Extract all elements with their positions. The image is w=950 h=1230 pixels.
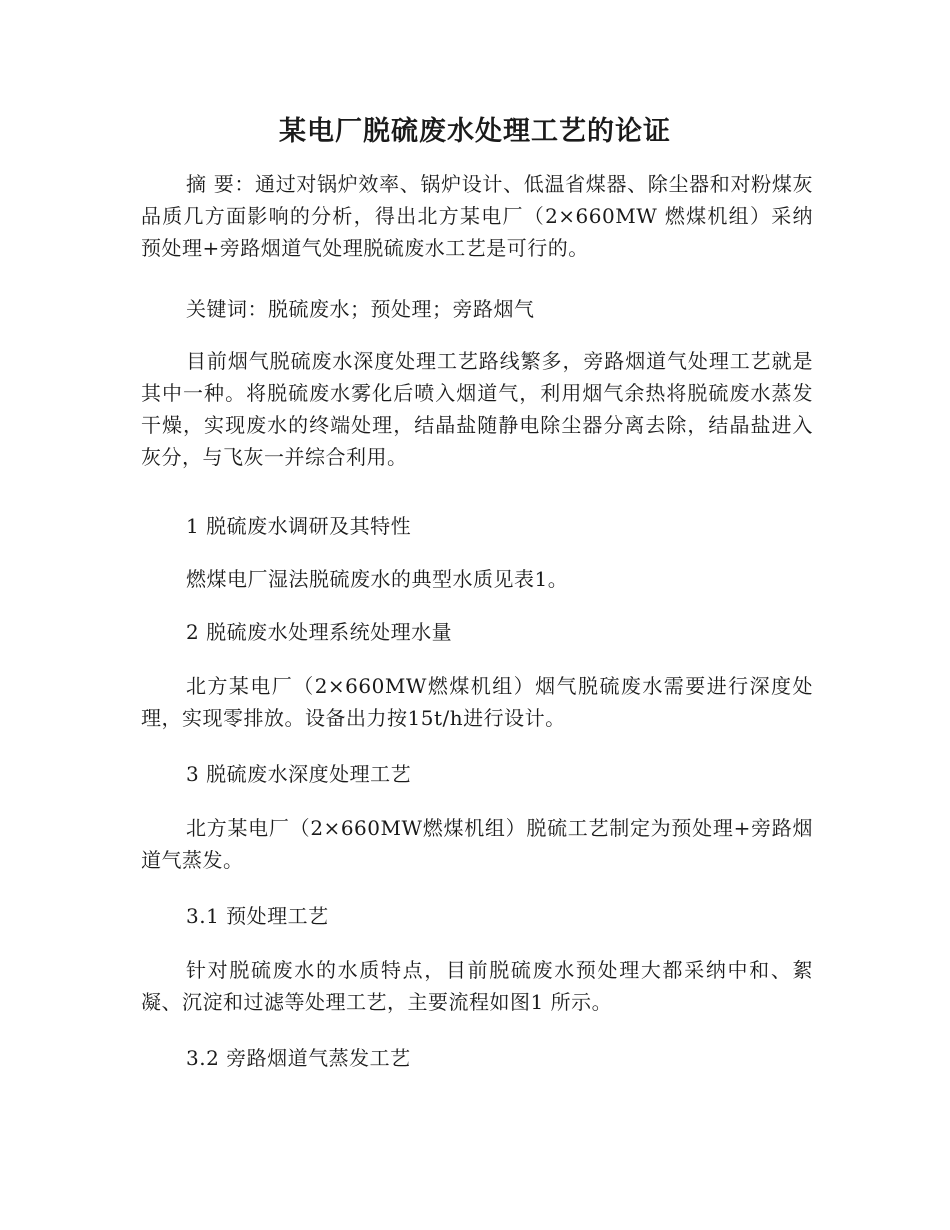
section-1-heading: 1 脱硫废水调研及其特性 <box>186 514 412 538</box>
section-2-heading: 2 脱硫废水处理系统处理水量 <box>186 620 453 644</box>
section-3-text: 北方某电厂（2×660MW燃煤机组）脱硫工艺制定为预处理+旁路烟道气蒸发。 <box>141 816 813 872</box>
document-title: 某电厂脱硫废水处理工艺的论证 <box>279 116 671 147</box>
intro-paragraph: 目前烟气脱硫废水深度处理工艺路线繁多，旁路烟道气处理工艺就是其中一种。将脱硫废水雾化后喷入烟道气，利用烟气余热将脱硫废水蒸发干燥，实现废水的终端处理，结晶盐随静电除尘器分离去除，结晶盐进入灰分，与飞灰一并综合利用。 <box>141 349 813 469</box>
section-3-1-heading: 3.1 预处理工艺 <box>186 904 329 928</box>
section-1-text: 燃煤电厂湿法脱硫废水的典型水质见表1。 <box>186 567 569 591</box>
section-2-text: 北方某电厂（2×660MW燃煤机组）烟气脱硫废水需要进行深度处理，实现零排放。设备出力按15t/h进行设计。 <box>141 674 813 730</box>
section-3-1-text: 针对脱硫废水的水质特点，目前脱硫废水预处理大都采纳中和、絮凝、沉淀和过滤等处理工艺，主要流程如图1 所示。 <box>141 958 813 1014</box>
section-3-heading: 3 脱硫废水深度处理工艺 <box>186 762 412 786</box>
abstract-paragraph: 摘 要：通过对锅炉效率、锅炉设计、低温省煤器、除尘器和对粉煤灰品质几方面影响的分析，得出北方某电厂（2×660MW 燃煤机组）采纳预处理+旁路烟道气处理脱硫废水工艺是可行的。 <box>141 172 813 260</box>
keywords-line: 关键词：脱硫废水；预处理；旁路烟气 <box>186 297 535 321</box>
section-3-2-heading: 3.2 旁路烟道气蒸发工艺 <box>186 1046 411 1070</box>
